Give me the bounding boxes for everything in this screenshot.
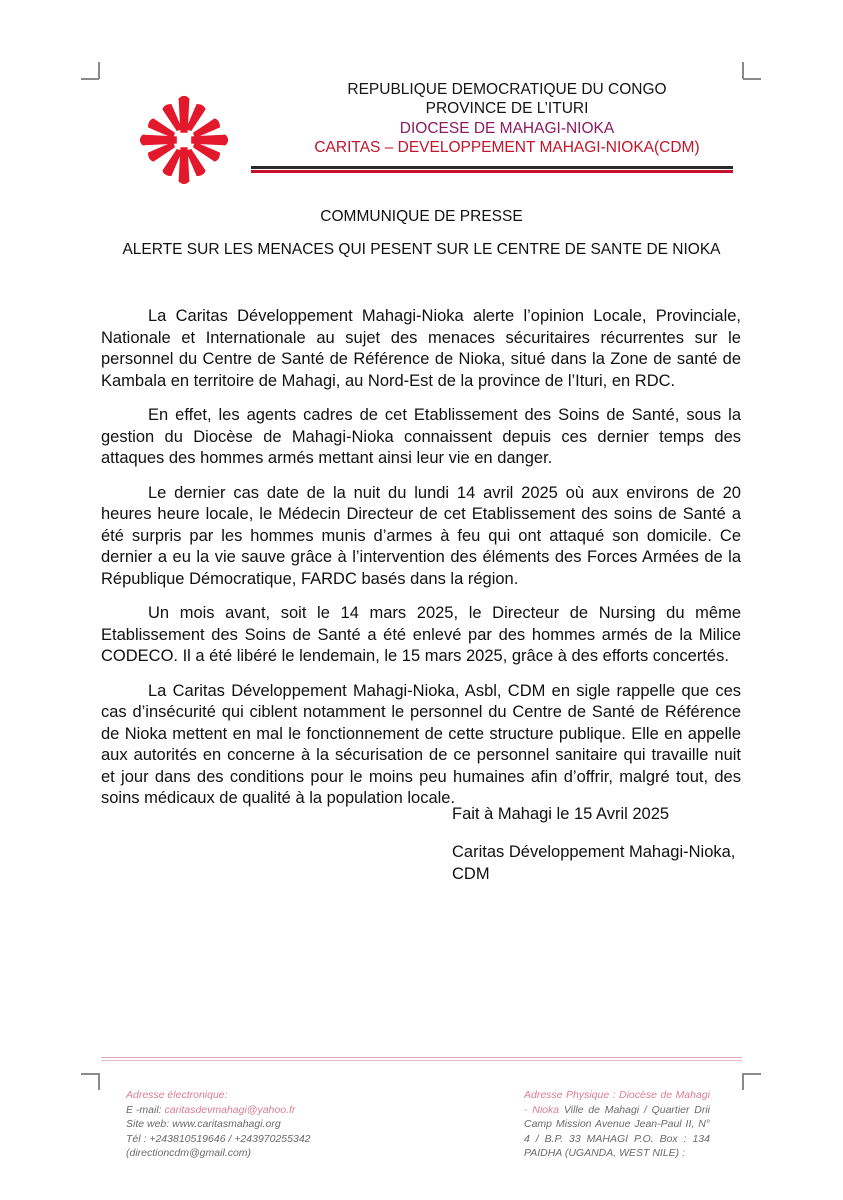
footer-phone: Tél : +243810519646 / +243970255342 — [126, 1132, 311, 1145]
paragraph: En effet, les agents cadres de cet Etablissement des Soins de Santé, sous la gestion du Diocèse de Mahagi-Nioka connaissent depuis ces dernier temps des attaques des hommes armés mettant ainsi leur vie en danger. — [101, 406, 741, 467]
footer-alt-email: (directioncdm@gmail.com) — [126, 1147, 252, 1159]
paragraph: La Caritas Développement Mahagi-Nioka, Asbl, CDM en sigle rappelle que ces cas d’insécurité qui ciblent notamment le personnel du Centre de Santé de Référence de Nioka mettent en mal le fonctionnement de cette structure publique. Elle en appelle aux autorités en concerne à la sécurisation de ce personnel sanitaire qui travaille nuit et jour dans des conditions pour le moins peu humaines afin d’offrir, malgré tout, des soins médicaux de qualité à la population locale. — [101, 681, 741, 807]
crop-mark-bottom-left — [81, 1073, 99, 1075]
header-divider-red — [251, 170, 733, 173]
body-text — [101, 306, 741, 823]
signature-place-date: Fait à Mahagi le 15 Avril 2025 — [452, 805, 670, 823]
footer-address-heading: Adresse Physique : Diocèse de Mahagi - Nioka — [524, 1089, 710, 1116]
header-country: REPUBLIQUE DEMOCRATIQUE DU CONGO — [347, 81, 667, 98]
crop-mark-top-right — [743, 78, 761, 80]
footer-contact — [126, 1088, 426, 1161]
press-release-title: COMMUNIQUE DE PRESSE — [320, 208, 523, 225]
footer-email-heading: Adresse électronique: — [126, 1089, 228, 1101]
crop-mark-top-left — [98, 62, 100, 79]
crop-mark-bottom-right — [743, 1073, 761, 1075]
footer-email-link[interactable]: caritasdevmahagi@yahoo.fr — [164, 1103, 296, 1116]
footer-website-link[interactable]: www.caritasmahagi.org — [172, 1118, 281, 1130]
signature-abbreviation: CDM — [452, 865, 490, 883]
footer-website-line: Site web: www.caritasmahagi.org — [126, 1118, 281, 1130]
press-release-subject: ALERTE SUR LES MENACES QUI PESENT SUR LE CENTRE DE SANTE DE NIOKA — [122, 241, 721, 258]
footer-address — [524, 1088, 710, 1161]
caritas-logo — [139, 95, 229, 185]
footer-divider — [101, 1057, 742, 1058]
footer-divider — [101, 1060, 742, 1061]
paragraph: La Caritas Développement Mahagi-Nioka alerte l’opinion Locale, Provinciale, Nationale et Internationale au sujet des menaces sécuritaires récurrentes sur le personnel du Centre de Santé de Référence de Nioka, situé dans la Zone de santé de Kambala en territoire de Mahagi, au Nord-Est de la province de l’Ituri, en RDC. — [101, 307, 741, 390]
crop-mark-bottom-right — [742, 1073, 744, 1090]
header-province: PROVINCE DE L’ITURI — [425, 100, 589, 117]
signature-organization: Caritas Développement Mahagi-Nioka, — [452, 843, 736, 861]
header-organization: CARITAS – DEVELOPPEMENT MAHAGI-NIOKA(CDM) — [314, 139, 700, 156]
crop-mark-top-right — [742, 62, 744, 79]
header-diocese: DIOCESE DE MAHAGI-NIOKA — [399, 120, 615, 137]
footer-address-text: Ville de Mahagi / Quartier Drii Camp Mission Avenue Jean-Paul II, N° 4 / B.P. 33 MAHAGI P.O. Box : 134 PAIDHA (UGANDA, WEST NILE) : — [524, 1103, 710, 1159]
paragraph: Le dernier cas date de la nuit du lundi 14 avril 2025 où aux environs de 20 heures heure locale, le Médecin Directeur de cet Etablissement des soins de Santé a été surpris par les hommes munis d’armes à feu qui ont attaqué son domicile. Ce dernier a eu la vie sauve grâce à l’intervention des éléments des Forces Armées de la République Démocratique, FARDC basés dans la région. — [101, 483, 741, 588]
crop-mark-top-left — [81, 78, 99, 80]
crop-mark-bottom-left — [98, 1073, 100, 1090]
paragraph: Un mois avant, soit le 14 mars 2025, le Directeur de Nursing du même Etablissement des Soins de Santé a été enlevé par des hommes armés de la Milice CODECO. Il a été libéré le lendemain, le 15 mars 2025, grâce à des efforts concertés. — [101, 604, 741, 665]
footer-email-line: E -mail: caritasdevmahagi@yahoo.fr — [126, 1103, 296, 1116]
header-divider — [251, 166, 733, 169]
